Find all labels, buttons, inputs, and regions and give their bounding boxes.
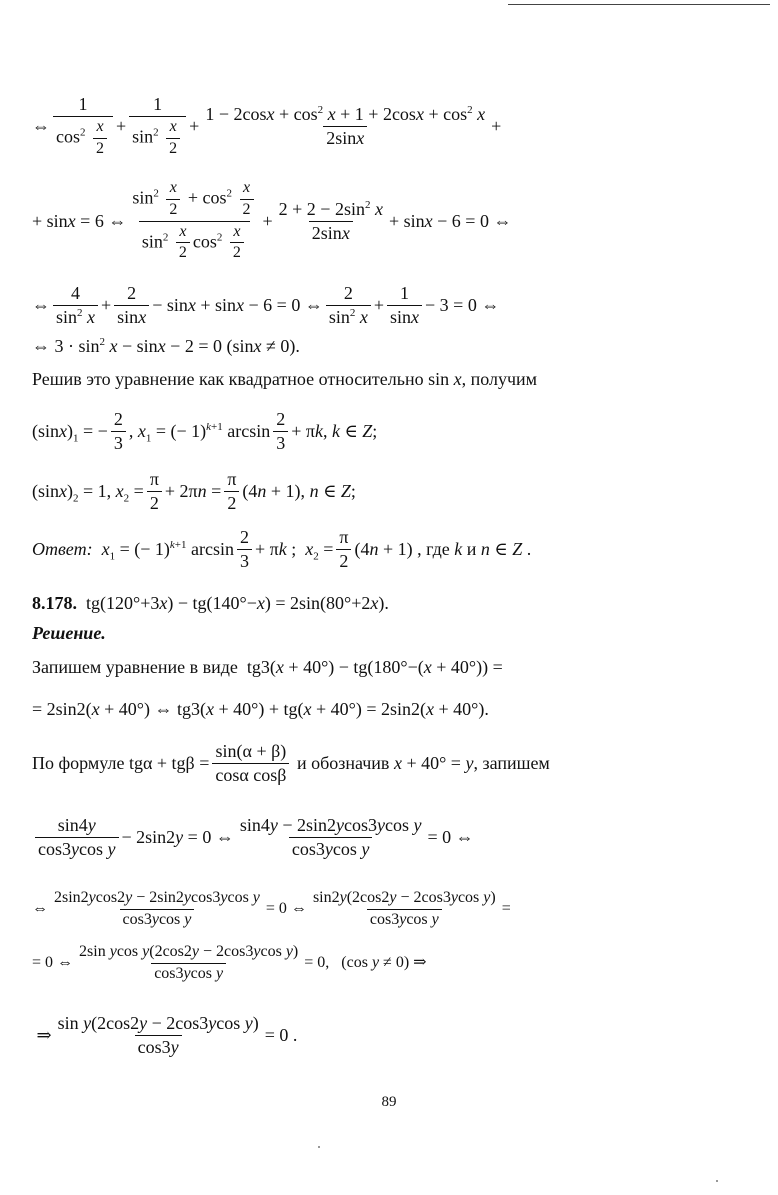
equation-line-1: ⇔ 1 $\cos^2$ $\frac{x}{2}$ + 1 $\sin^2$ $\frac{x}{2}$ + $\frac{1 - 2\cos x + \cos^2 x + 1 + 2\cos x + \cos^2 x}{2\sin x}$ + [32, 94, 502, 157]
equation-line-y3: = 0 ⇔ $\frac{\text{2sin ycos y(2cos2y − 2cos3ycos y)}}{\text{cos3ycos y}}$ = 0, (cos y ≠ 0) ⇒ [32, 943, 427, 982]
top-rule [508, 4, 770, 5]
equation-line-y4: ⇒ $\frac{\text{sin y(2cos2y − 2cos3ycos y)}}{\cos 3y}$ = 0 . [32, 1013, 298, 1057]
scan-speck [318, 1146, 320, 1148]
equation-line-4: ⇔ $3 \cdot \sin^2 x - \sin x - 2 = 0$ (sinx ≠ 0). [32, 336, 300, 356]
scan-speck [716, 1180, 718, 1182]
solution-line-1: $(\sin x)_1$ = − $\frac{2}{3}$ , $x_1$ = (− 1)$^{k+1}$ arcsin $\frac{2}{3}$ + πk, k ∈ Z; [32, 409, 378, 453]
rewrite-line-2: = 2sin2(x + 40°) ⇔ tg3(x + 40°) + tg(x + 40°) = 2sin2(x + 40°). [32, 699, 489, 719]
formula-line: По формуле tgα + tgβ = $\frac{\sin(\alpha + \beta)}{\text{cosα cosβ}}$ и обозначив x + 40° = y, запишем [32, 741, 550, 785]
rewrite-line-1: Запишем уравнение в виде tg3(x + 40°) − tg(180°−(x + 40°)) = [32, 657, 503, 677]
text-line-quadratic: Решив это уравнение как квадратное относительно sin x, получим [32, 369, 538, 389]
page-number: 89 [381, 1094, 397, 1110]
problem-header: 8.178. tg(120°+3x) − tg(140°−x) = 2sin(80°+2x). [32, 593, 389, 613]
equation-line-y1: $\frac{\sin 4y}{\text{cos3ycos y}}$ − 2sin2y = 0 ⇔ $\frac{\text{sin4y − 2sin2ycos3ycos y}}{\text{cos3ycos y}}$ = 0 ⇔ [32, 816, 474, 859]
solution-heading: Решение. [32, 623, 106, 643]
answer-line: Ответ: $x_1$ = (− 1)$^{k+1}$ arcsin $\frac{2}{3}$ + πk ; $x_2$ = $\frac{\pi}{2}$ (4n + 1) , где k и n ∈ Z . [32, 527, 532, 571]
solution-line-2: $(\sin x)_2 = 1$, $x_2$ = $\frac{\pi}{2}$ + 2πn = $\frac{\pi}{2}$ (4n + 1), n ∈ Z; [32, 469, 356, 513]
equation-line-y2: ⇔ $\frac{\text{2sin2ycos2y − 2sin2ycos3ycos y}}{\text{cos3ycos y}}$ = 0 ⇔ $\frac{\text{sin2y(2cos2y − 2cos3ycos y)}}{\text{cos3ycos y}}$ = [32, 889, 511, 928]
equation-line-2: + sinx = 6 ⇔ $\sin^2$ $\frac{x}{2}$ + $\cos^2$ $\frac{x}{2}$ $\sin^2$ $\frac{x}{2}$ $\cos^2$ $\frac{x}{2}$ + $\frac{2 + 2 - 2\sin^2 x}{2\sin x}$ + sinx − 6 = 0 ⇔ [32, 179, 512, 262]
equation-line-3: ⇔ $\frac{4}{\sin^2 x}$ + $\frac{2}{\sin x}$ − sinx + sinx − 6 = 0 ⇔ $\frac{2}{\sin^2 x}$ + $\frac{1}{\sin x}$ − 3 = 0 ⇔ [32, 283, 500, 327]
